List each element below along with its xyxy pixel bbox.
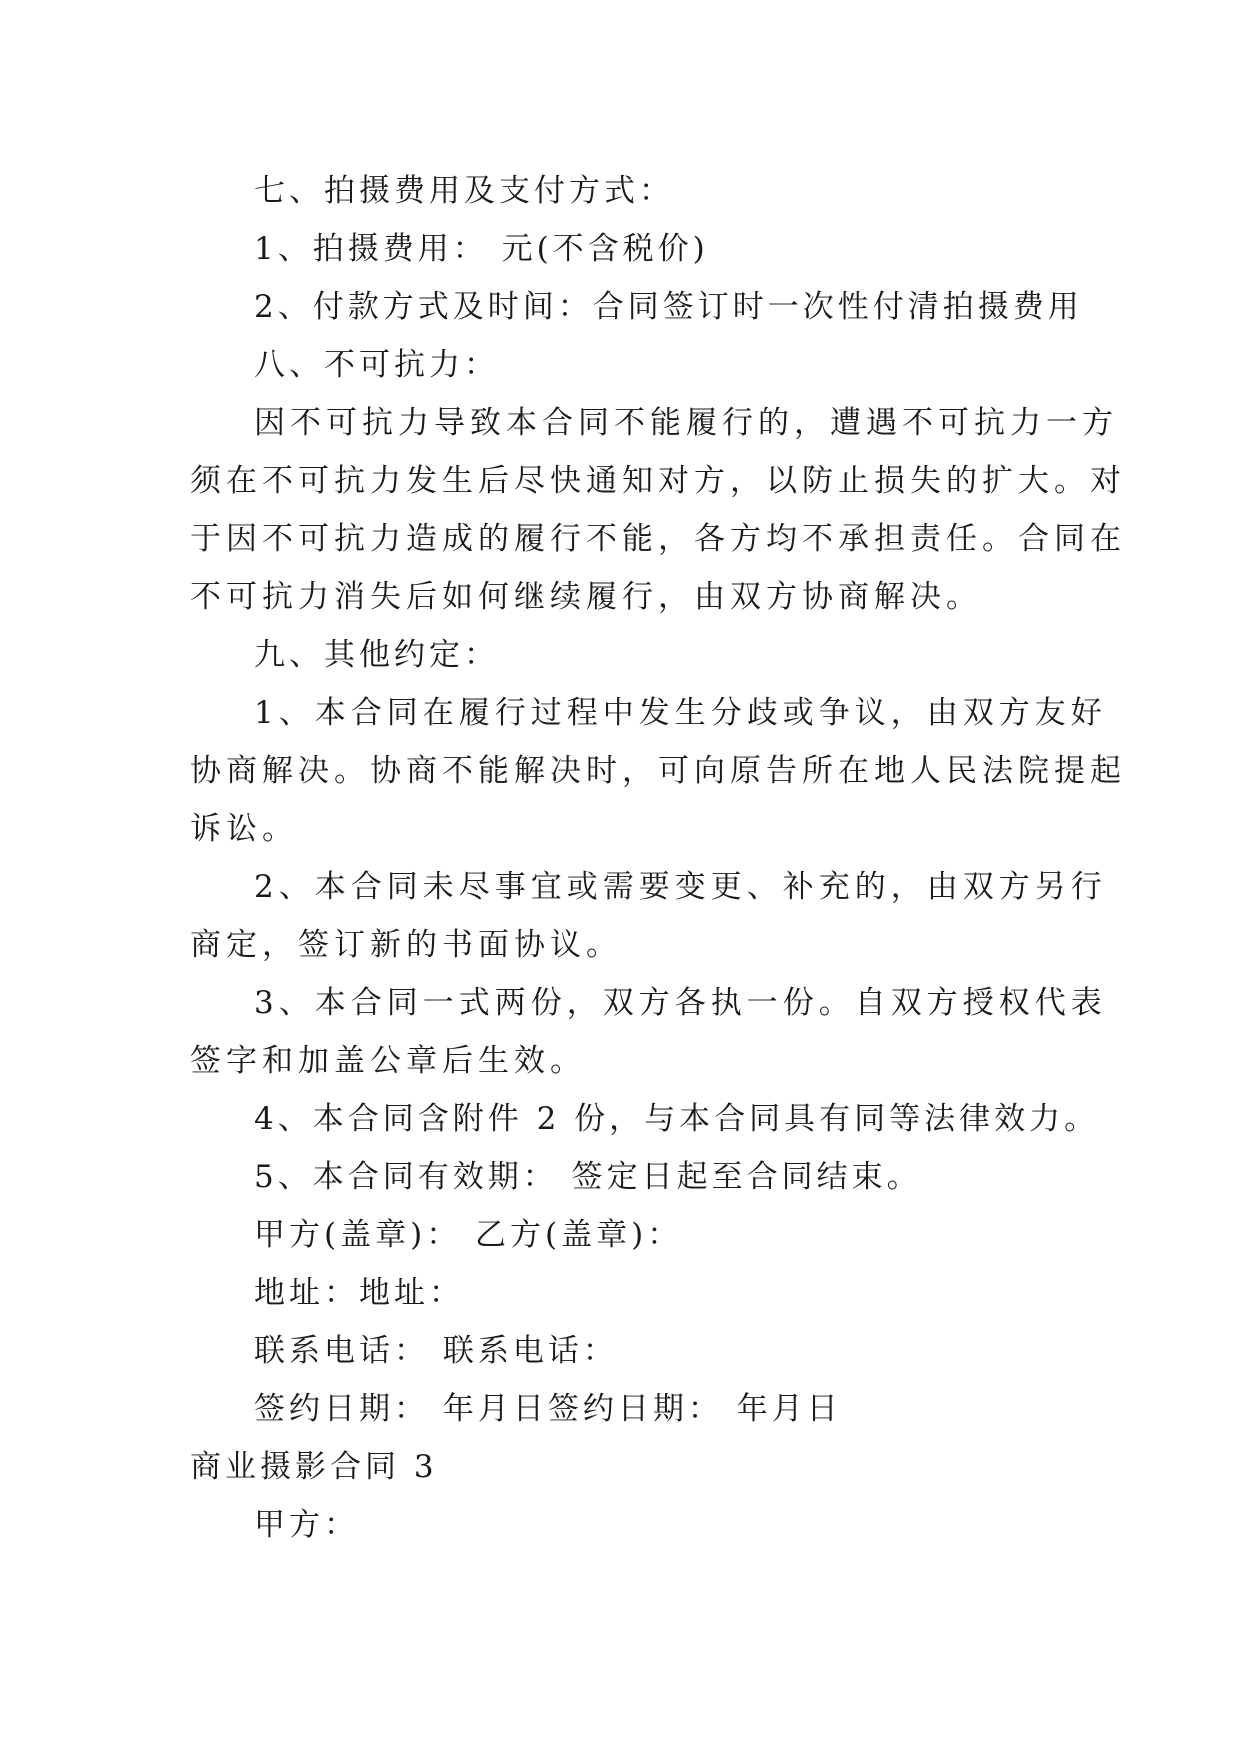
- paragraph-line: 3、本合同一式两份，双方各执一份。自双方授权代表: [254, 985, 1107, 1021]
- signature-phone-line: 联系电话： 联系电话：: [254, 1333, 618, 1369]
- signature-seal-line: 甲方(盖章)： 乙方(盖章)：: [254, 1217, 683, 1253]
- paragraph-line: 协商解决。协商不能解决时，可向原告所在地人民法院提起: [190, 753, 1126, 789]
- document-page: [190, 162, 1126, 1554]
- payment-method-item: 2、付款方式及时间：合同签订时一次性付清拍摄费用: [254, 289, 1083, 325]
- paragraph-line: 诉讼。: [190, 811, 298, 847]
- paragraph-line: 2、本合同未尽事宜或需要变更、补充的，由双方另行: [254, 869, 1107, 905]
- paragraph-line: 于因不可抗力造成的履行不能，各方均不承担责任。合同在: [190, 521, 1126, 557]
- paragraph-line: 签字和加盖公章后生效。: [190, 1043, 586, 1079]
- signature-address-line: 地址：地址：: [254, 1275, 464, 1311]
- dispute-paragraph: [190, 684, 1126, 858]
- next-party-a-line: 甲方：: [254, 1507, 359, 1543]
- force-majeure-paragraph: [190, 394, 1126, 626]
- paragraph-line: 须在不可抗力发生后尽快通知对方，以防止损失的扩大。对: [190, 463, 1126, 499]
- validity-item: 5、本合同有效期： 签定日起至合同结束。: [254, 1159, 922, 1195]
- paragraph-line: 不可抗力消失后如何继续履行，由双方协商解决。: [190, 579, 982, 615]
- copies-paragraph: [190, 974, 1107, 1090]
- paragraph-line: 因不可抗力导致本合同不能履行的，遭遇不可抗力一方: [254, 405, 1118, 441]
- section-heading-other: 九、其他约定：: [254, 637, 499, 673]
- paragraph-line: 商定，签订新的书面协议。: [190, 927, 622, 963]
- section-heading-fee: 七、拍摄费用及支付方式：: [254, 173, 674, 209]
- fee-amount-item: 1、拍摄费用： 元(不含税价): [254, 231, 709, 267]
- section-heading-force-majeure: 八、不可抗力：: [254, 347, 499, 383]
- next-contract-title: 商业摄影合同 3: [190, 1449, 438, 1485]
- paragraph-line: 1、本合同在履行过程中发生分歧或争议，由双方友好: [254, 695, 1107, 731]
- signature-date-line: 签约日期： 年月日签约日期： 年月日: [254, 1391, 842, 1427]
- attachments-item: 4、本合同含附件 2 份，与本合同具有同等法律效力。: [254, 1101, 1100, 1137]
- amendment-paragraph: [190, 858, 1107, 974]
